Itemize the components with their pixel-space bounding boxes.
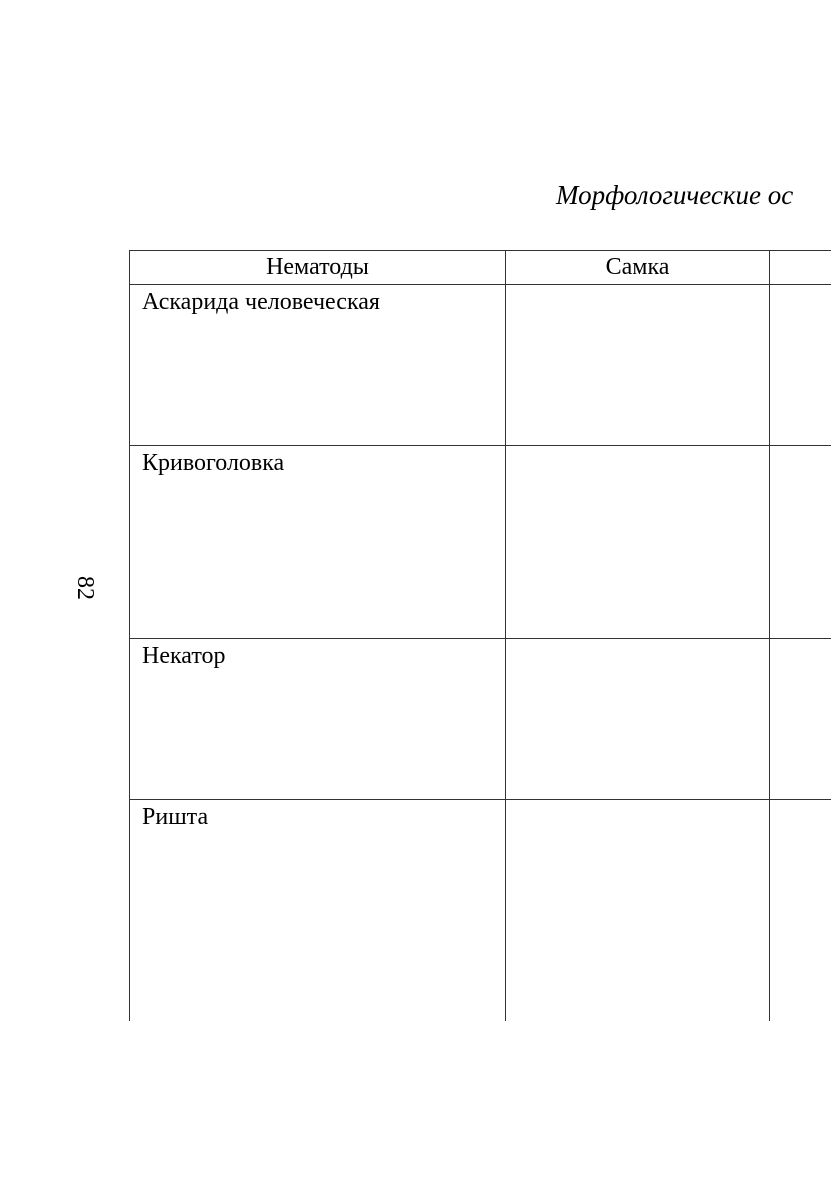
female-cell[interactable]: [506, 446, 770, 639]
male-cell[interactable]: [770, 285, 831, 446]
male-cell[interactable]: [770, 639, 831, 800]
nematode-name-cell: Некатор: [130, 639, 506, 800]
female-cell[interactable]: [506, 639, 770, 800]
nematode-name-cell: Кривоголовка: [130, 446, 506, 639]
page-number: 82: [72, 576, 98, 600]
nematode-name-cell: Аскарида человеческая: [130, 285, 506, 446]
table-header-row: [130, 251, 831, 285]
female-cell[interactable]: [506, 800, 770, 1022]
column-header-nematodes: Нематоды: [130, 251, 506, 285]
nematode-name-cell: Ришта: [130, 800, 506, 1022]
male-cell[interactable]: [770, 800, 831, 1022]
page-title: Морфологические ос: [556, 180, 794, 210]
table-row: [130, 446, 831, 639]
nematodes-table: [129, 250, 831, 1021]
male-cell[interactable]: [770, 446, 831, 639]
table-row: [130, 800, 831, 1022]
table-row: [130, 285, 831, 446]
table-container: [129, 250, 831, 1021]
column-header-female: Самка: [506, 251, 770, 285]
table-row: [130, 639, 831, 800]
column-header-male: [770, 251, 831, 285]
female-cell[interactable]: [506, 285, 770, 446]
